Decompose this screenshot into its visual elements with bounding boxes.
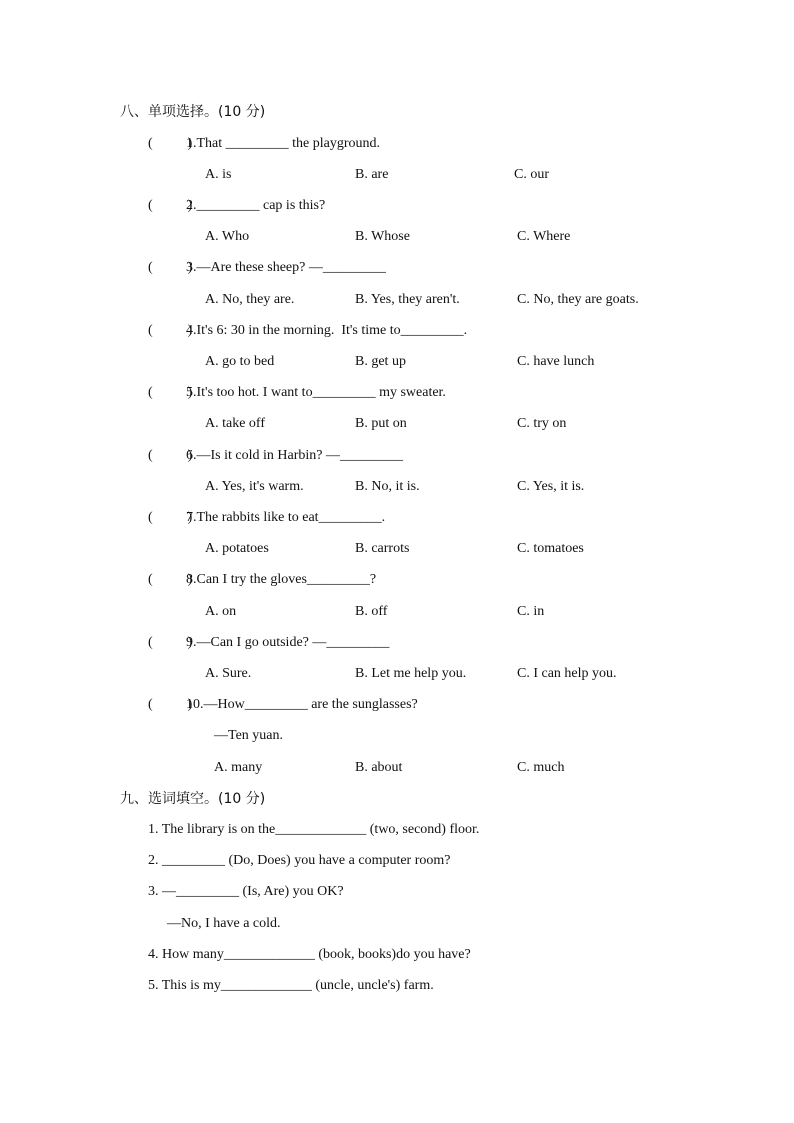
question-7: 7.The rabbits like to eat_________. — [186, 510, 386, 525]
q7-option-b: B. carrots — [355, 541, 410, 556]
q8-option-a: A. on — [205, 604, 237, 619]
question-4: 4.It's 6: 30 in the morning. It's time to_________. — [186, 323, 468, 338]
answer-blank[interactable]: ( ) — [148, 697, 193, 712]
fill-item-2: 2. _________ (Do, Does) you have a computer room? — [148, 853, 451, 868]
answer-blank[interactable]: ( ) — [148, 635, 193, 650]
q4-option-c: C. have lunch — [517, 354, 595, 369]
q6-option-b: B. No, it is. — [355, 479, 420, 494]
question-2: 2._________ cap is this? — [186, 198, 326, 213]
q6-option-a: A. Yes, it's warm. — [205, 479, 304, 494]
question-6: 6.—Is it cold in Harbin? —_________ — [186, 448, 403, 463]
q1-option-c: C. our — [514, 167, 549, 182]
q3-option-c: C. No, they are goats. — [517, 292, 639, 307]
q3-option-b: B. Yes, they aren't. — [355, 292, 460, 307]
q2-option-a: A. Who — [205, 229, 250, 244]
q1-option-b: B. are — [355, 167, 389, 182]
q5-option-a: A. take off — [205, 416, 265, 431]
q10-option-a: A. many — [214, 760, 263, 775]
question-3: 3.—Are these sheep? —_________ — [186, 260, 386, 275]
q8-option-c: C. in — [517, 604, 545, 619]
q9-option-a: A. Sure. — [205, 666, 252, 681]
q7-option-c: C. tomatoes — [517, 541, 584, 556]
section-9-heading: 九、选词填空。(10 分) — [120, 791, 266, 807]
q10-option-b: B. about — [355, 760, 403, 775]
answer-blank[interactable]: ( ) — [148, 260, 193, 275]
q1-option-a: A. is — [205, 167, 232, 182]
q3-option-a: A. No, they are. — [205, 292, 295, 307]
question-10: 10.—How_________ are the sunglasses? — [186, 697, 418, 712]
q9-option-b: B. Let me help you. — [355, 666, 467, 681]
question-8: 8.Can I try the gloves_________? — [186, 572, 377, 587]
q5-option-b: B. put on — [355, 416, 407, 431]
q6-option-c: C. Yes, it is. — [517, 479, 585, 494]
fill-item-5: 5. This is my_____________ (uncle, uncle's) farm. — [148, 978, 434, 993]
question-5: 5.It's too hot. I want to_________ my sweater. — [186, 385, 446, 400]
fill-item-3: 3. —_________ (Is, Are) you OK? — [148, 884, 344, 899]
q5-option-c: C. try on — [517, 416, 567, 431]
answer-blank[interactable]: ( ) — [148, 448, 193, 463]
section-8-heading: 八、单项选择。(10 分) — [120, 104, 266, 120]
answer-blank[interactable]: ( ) — [148, 136, 193, 151]
answer-blank[interactable]: ( ) — [148, 323, 193, 338]
q10-reply: —Ten yuan. — [214, 728, 284, 743]
answer-blank[interactable]: ( ) — [148, 572, 193, 587]
fill-item-3-reply: —No, I have a cold. — [167, 916, 281, 931]
q7-option-a: A. potatoes — [205, 541, 269, 556]
q2-option-c: C. Where — [517, 229, 571, 244]
answer-blank[interactable]: ( ) — [148, 510, 193, 525]
answer-blank[interactable]: ( ) — [148, 198, 193, 213]
q4-option-a: A. go to bed — [205, 354, 275, 369]
q9-option-c: C. I can help you. — [517, 666, 617, 681]
question-1: 1.That _________ the playground. — [186, 136, 381, 151]
q4-option-b: B. get up — [355, 354, 406, 369]
q8-option-b: B. off — [355, 604, 388, 619]
q10-option-c: C. much — [517, 760, 565, 775]
question-9: 9.—Can I go outside? —_________ — [186, 635, 390, 650]
fill-item-4: 4. How many_____________ (book, books)do you have? — [148, 947, 471, 962]
q2-option-b: B. Whose — [355, 229, 410, 244]
fill-item-1: 1. The library is on the_____________ (two, second) floor. — [148, 822, 480, 837]
answer-blank[interactable]: ( ) — [148, 385, 193, 400]
